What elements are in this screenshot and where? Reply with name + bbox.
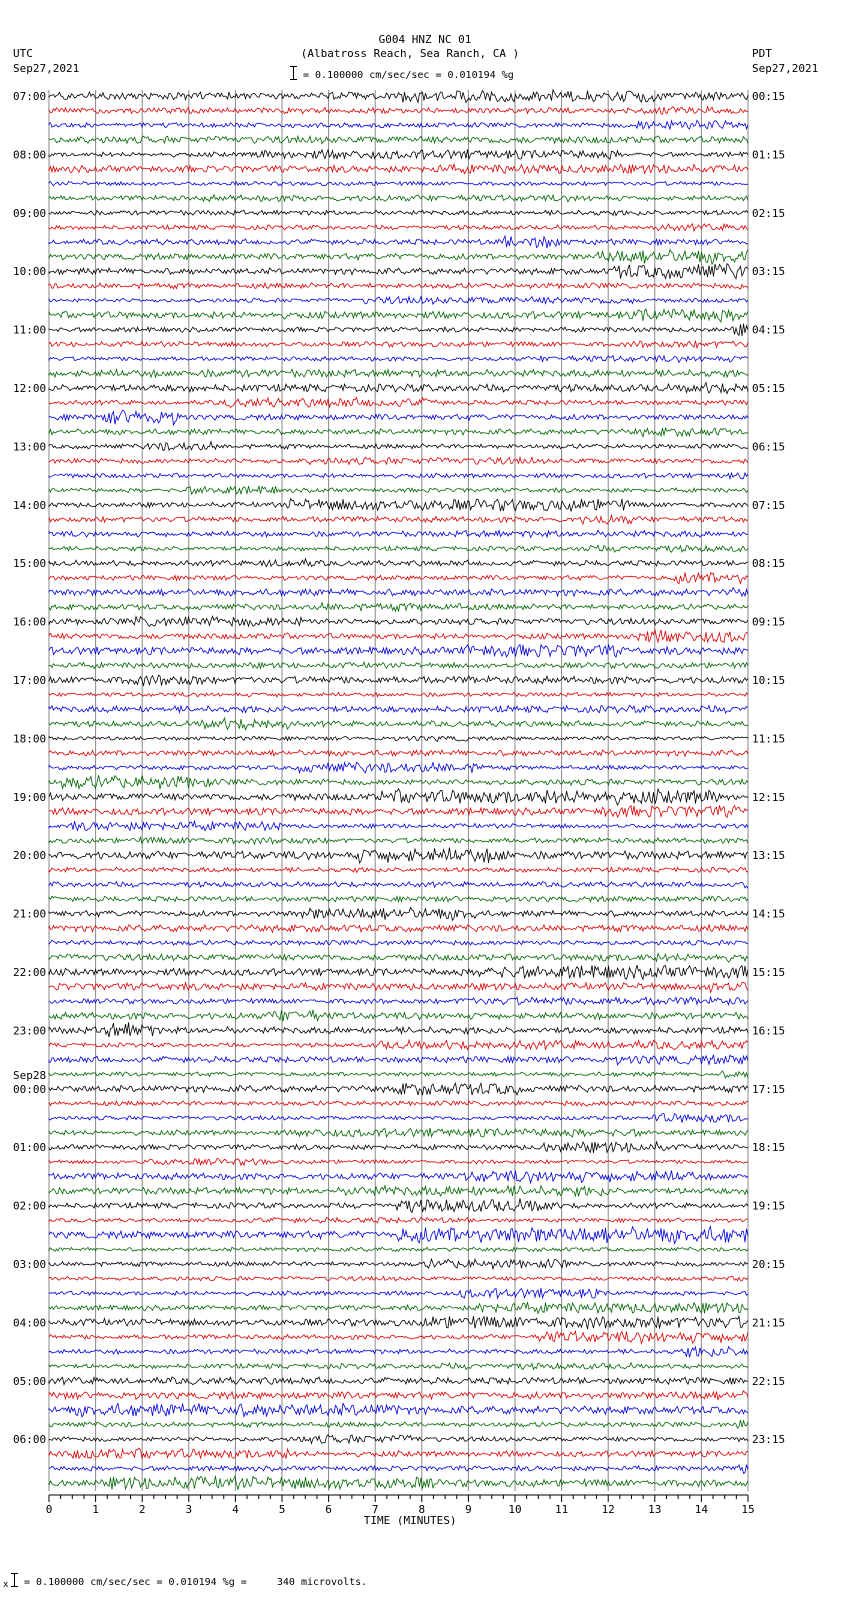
x-tick-label: 15	[741, 1503, 755, 1516]
seismic-trace-row-83	[49, 1302, 748, 1313]
utc-hour-label: 15:00	[13, 557, 47, 571]
seismic-trace-row-57	[49, 925, 748, 932]
x-tick-label: 14	[694, 1503, 709, 1516]
footer-scale-bar-icon	[14, 1573, 15, 1587]
seismic-trace-row-32	[49, 559, 748, 567]
seismic-trace-row-87	[49, 1363, 748, 1370]
seismic-trace-row-0	[49, 90, 748, 103]
seismic-trace-row-86	[49, 1347, 748, 1358]
seismic-trace-row-13	[49, 283, 748, 289]
right-date: Sep27,2021	[752, 62, 819, 75]
seismic-trace-row-71	[49, 1128, 748, 1137]
seismic-trace-row-48	[49, 789, 748, 805]
seismic-trace-row-81	[49, 1276, 748, 1281]
pdt-hour-label: 17:15	[752, 1082, 786, 1096]
seismic-trace-row-23	[49, 428, 748, 437]
x-tick-label: 13	[648, 1503, 662, 1516]
seismic-trace-row-95	[49, 1476, 748, 1490]
seismic-trace-row-39	[49, 662, 748, 668]
seismic-trace-row-59	[49, 954, 748, 963]
utc-hour-label: 21:00	[13, 907, 47, 921]
seismic-trace-row-45	[49, 750, 748, 756]
seismic-trace-row-72	[49, 1142, 748, 1153]
x-tick-label: 5	[278, 1503, 286, 1516]
seismic-trace-row-46	[49, 762, 748, 773]
seismic-trace-row-11	[49, 249, 748, 264]
seismic-trace-row-88	[49, 1377, 748, 1385]
seismic-trace-row-69	[49, 1101, 748, 1106]
seismic-trace-row-66	[49, 1055, 748, 1065]
seismic-trace-row-19	[49, 369, 748, 377]
seismic-trace-row-33	[49, 572, 748, 583]
seismic-trace-row-61	[49, 983, 748, 993]
x-tick-label: 3	[185, 1503, 193, 1516]
seismic-trace-row-27	[49, 486, 748, 494]
seismic-trace-row-63	[49, 1010, 748, 1022]
utc-hour-label: 19:00	[13, 790, 47, 804]
seismic-trace-row-84	[49, 1316, 748, 1329]
seismic-trace-row-51	[49, 837, 748, 844]
seismic-trace-row-37	[49, 630, 748, 643]
seismic-trace-row-22	[49, 410, 748, 425]
seismic-trace-row-42	[49, 705, 748, 713]
right-timezone: PDT	[752, 47, 772, 60]
station-location: (Albatross Reach, Sea Ranch, CA )	[300, 47, 520, 60]
utc-hour-label: 05:00	[13, 1374, 47, 1388]
utc-hour-label: 00:00	[13, 1082, 47, 1096]
pdt-hour-label: 16:15	[752, 1024, 786, 1038]
seismic-trace-row-80	[49, 1259, 748, 1269]
utc-hour-label: 18:00	[13, 732, 47, 746]
pdt-hour-label: 07:15	[752, 498, 786, 512]
seismic-trace-row-70	[49, 1114, 748, 1123]
seismic-trace-row-20	[49, 383, 748, 394]
seismic-trace-row-60	[49, 965, 748, 979]
pdt-hour-label: 03:15	[752, 265, 786, 279]
pdt-hour-label: 09:15	[752, 615, 786, 629]
seismic-trace-row-17	[49, 341, 748, 348]
x-tick-label: 4	[232, 1503, 239, 1516]
seismic-trace-row-31	[49, 545, 748, 552]
pdt-hour-label: 04:15	[752, 323, 786, 337]
pdt-hour-label: 06:15	[752, 440, 786, 454]
x-tick-label: 11	[554, 1503, 569, 1516]
pdt-hour-label: 18:15	[752, 1141, 786, 1155]
utc-hour-label: 16:00	[13, 615, 47, 629]
seismic-trace-row-41	[49, 692, 748, 697]
x-tick-label: 6	[325, 1503, 332, 1516]
seismic-trace-row-58	[49, 940, 748, 945]
seismic-trace-row-14	[49, 297, 748, 305]
seismic-trace-row-74	[49, 1171, 748, 1183]
utc-hour-label: 20:00	[13, 849, 47, 863]
utc-hour-label: 02:00	[13, 1199, 47, 1213]
x-axis-title: TIME (MINUTES)	[363, 1514, 457, 1527]
pdt-hour-label: 10:15	[752, 674, 786, 687]
seismic-traces	[49, 90, 748, 1490]
seismic-trace-row-64	[49, 1022, 748, 1037]
seismic-trace-row-50	[49, 821, 748, 831]
time-axis	[46, 1495, 755, 1527]
pdt-hour-label: 22:15	[752, 1374, 786, 1388]
utc-date-change-label: Sep28	[13, 1068, 47, 1082]
seismic-trace-row-40	[49, 675, 748, 686]
pdt-hour-label: 19:15	[752, 1199, 786, 1213]
seismic-trace-row-91	[49, 1420, 748, 1428]
seismic-trace-row-7	[49, 195, 748, 202]
utc-hour-label: 09:00	[13, 206, 47, 220]
seismic-trace-row-4	[49, 150, 748, 160]
seismic-trace-row-1	[49, 107, 748, 115]
pdt-hour-label: 21:15	[752, 1316, 786, 1330]
pdt-hour-label: 15:15	[752, 966, 786, 979]
seismic-trace-row-6	[49, 182, 748, 186]
pdt-hour-label: 14:15	[752, 907, 786, 921]
utc-hour-label: 10:00	[13, 265, 47, 279]
seismic-trace-row-67	[49, 1071, 748, 1078]
seismic-trace-row-30	[49, 530, 748, 537]
seismic-trace-row-9	[49, 224, 748, 231]
utc-hour-label: 04:00	[13, 1316, 47, 1330]
seismic-trace-row-18	[49, 356, 748, 363]
seismic-trace-row-92	[49, 1435, 748, 1444]
left-timezone: UTC	[13, 47, 33, 60]
pdt-hour-label: 20:15	[752, 1258, 786, 1271]
seismic-trace-row-56	[49, 907, 748, 920]
seismic-trace-row-76	[49, 1199, 748, 1213]
seismic-trace-row-78	[49, 1227, 748, 1244]
seismic-trace-row-29	[49, 515, 748, 524]
utc-hour-label: 12:00	[13, 382, 47, 395]
seismic-trace-row-82	[49, 1288, 748, 1298]
seismic-trace-row-79	[49, 1247, 748, 1252]
utc-hour-label: 17:00	[13, 674, 47, 687]
pdt-hour-label: 01:15	[752, 148, 786, 162]
seismic-trace-row-53	[49, 867, 748, 872]
seismic-trace-row-68	[49, 1083, 748, 1095]
utc-hour-label: 01:00	[13, 1141, 47, 1155]
x-tick-label: 0	[45, 1503, 53, 1516]
x-tick-label: 10	[508, 1503, 522, 1516]
seismic-trace-row-89	[49, 1391, 748, 1400]
left-date: Sep27,2021	[13, 62, 80, 75]
seismic-trace-row-43	[49, 718, 748, 730]
seismic-trace-row-26	[49, 473, 748, 479]
seismic-trace-row-54	[49, 882, 748, 889]
seismic-trace-row-62	[49, 997, 748, 1005]
seismic-trace-row-75	[49, 1186, 748, 1197]
seismic-trace-row-8	[49, 210, 748, 216]
seismic-trace-row-77	[49, 1217, 748, 1223]
footer-prefix: x	[3, 1580, 9, 1590]
utc-hour-label: 03:00	[13, 1258, 47, 1271]
seismic-trace-row-94	[49, 1465, 748, 1474]
seismic-trace-row-65	[49, 1040, 748, 1050]
x-tick-label: 7	[371, 1503, 379, 1516]
utc-hour-label: 08:00	[13, 148, 47, 162]
utc-hour-label: 14:00	[13, 498, 47, 512]
seismic-trace-row-15	[49, 309, 748, 322]
seismic-trace-row-38	[49, 644, 748, 657]
seismic-trace-row-34	[49, 588, 748, 597]
pdt-hour-label: 00:15	[752, 90, 786, 103]
pdt-hour-label: 13:15	[752, 849, 786, 863]
seismic-trace-row-49	[49, 805, 748, 817]
seismic-trace-row-3	[49, 136, 748, 144]
utc-hour-label: 06:00	[13, 1433, 47, 1447]
seismic-trace-row-5	[49, 164, 748, 174]
seismic-trace-row-2	[49, 120, 748, 129]
x-tick-label: 1	[92, 1503, 99, 1516]
header-scale-text: = 0.100000 cm/sec/sec = 0.010194 %g	[303, 70, 514, 81]
utc-hour-label: 11:00	[13, 323, 47, 337]
seismic-trace-row-36	[49, 616, 748, 626]
seismic-trace-row-25	[49, 457, 748, 464]
pdt-hour-label: 23:15	[752, 1433, 786, 1447]
seismic-trace-row-21	[49, 397, 748, 407]
x-tick-label: 9	[465, 1503, 472, 1516]
pdt-hour-label: 02:15	[752, 206, 786, 220]
seismic-trace-row-35	[49, 603, 748, 612]
pdt-hour-label: 05:15	[752, 382, 786, 395]
seismic-trace-row-90	[49, 1403, 748, 1417]
seismic-trace-row-24	[49, 442, 748, 451]
pdt-hour-label: 08:15	[752, 557, 786, 571]
utc-hour-label: 13:00	[13, 440, 47, 454]
utc-hour-label: 22:00	[13, 966, 47, 979]
seismic-trace-row-10	[49, 236, 748, 248]
x-tick-label: 12	[601, 1503, 615, 1516]
station-title: G004 HNZ NC 01	[378, 33, 472, 46]
x-tick-label: 2	[138, 1503, 146, 1516]
footer-scale-text: = 0.100000 cm/sec/sec = 0.010194 %g = 340 microvolts.	[24, 1577, 368, 1588]
pdt-hour-label: 12:15	[752, 790, 786, 804]
seismic-trace-row-55	[49, 896, 748, 902]
seismic-trace-row-47	[49, 775, 748, 789]
x-tick-label: 8	[418, 1503, 426, 1516]
seismic-trace-row-73	[49, 1159, 748, 1166]
seismic-trace-row-52	[49, 848, 748, 863]
seismic-trace-row-28	[49, 499, 748, 511]
seismic-trace-row-44	[49, 736, 748, 741]
seismic-trace-row-12	[49, 264, 748, 279]
seismic-trace-row-85	[49, 1331, 748, 1343]
pdt-hour-label: 11:15	[752, 732, 786, 746]
seismic-trace-row-93	[49, 1448, 748, 1459]
seismic-trace-row-16	[49, 324, 748, 336]
utc-hour-label: 07:00	[13, 90, 47, 103]
time-grid	[49, 90, 748, 1491]
utc-hour-label: 23:00	[13, 1024, 47, 1038]
